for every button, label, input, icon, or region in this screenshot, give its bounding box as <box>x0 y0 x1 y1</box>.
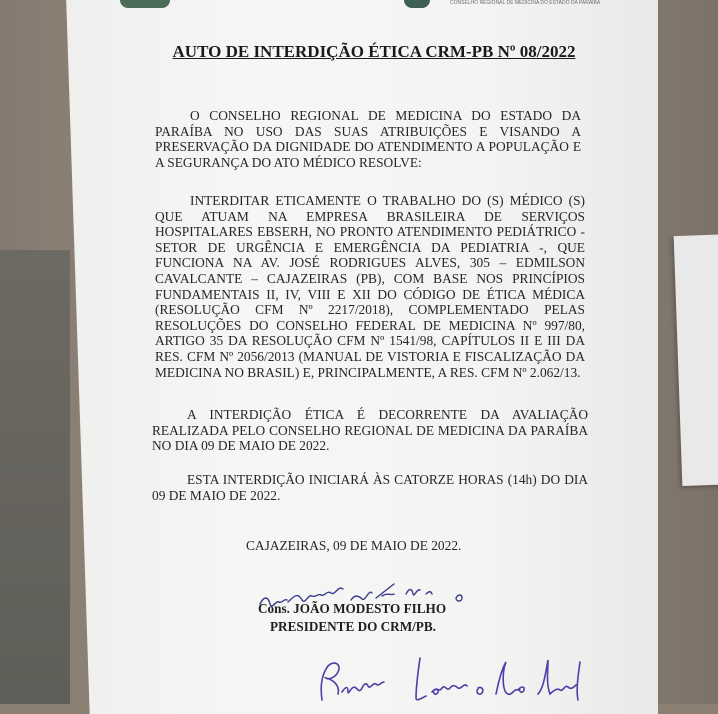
paragraph-start-time: ESTA INTERDIÇÃO INICIARÁ ÀS CATORZE HORAS (14h) DO DIA 09 DE MAIO DE 2022. <box>152 472 588 503</box>
document-title: AUTO DE INTERDIÇÃO ÉTICA CRM-PB Nº 08/2022 <box>172 42 576 61</box>
paragraph-evaluation: A INTERDIÇÃO ÉTICA É DECORRENTE DA AVALIAÇÃO REALIZADA PELO CONSELHO REGIONAL DE MEDICINA DA PARAÍBA NO DIA 09 DE MAIO DE 2022. <box>152 407 588 454</box>
paragraph-interdict: INTERDITAR ETICAMENTE O TRABALHO DO (S) MÉDICO (S) QUE ATUAM NA EMPRESA BRASILEIRA DE SERVIÇOS HOSPITALARES EBSERH, NO PRONTO ATENDIMENTO PEDIÁTRICO - SETOR DE URGÊNCIA E EMERGÊNCIA DA PEDIATRIA -, QUE FUNCIONA NA AV. JOSÉ RODRIGUES ALVES, 305 – EDMILSON CAVALCANTE – CAJAZEIRAS (PB), COM BASE NOS PRINCÍPIOS FUNDAMENTAIS II, IV, VIII E XII DO CÓDIGO DE ÉTICA MÉDICA (RESOLUÇÃO CFM Nº 2217/2018), COMPLEMENTADO PELAS RESOLUÇÕES DO CONSELHO FEDERAL DE MEDICINA Nº 997/80, ARTIGO 35 DA RESOLUÇÃO CFM Nº 1541/98, CAPÍTULOS II E III DA RES. CFM Nº 2056/2013 (MANUAL DE VISTORIA E FISCALIZAÇÃO DA MEDICINA NO BRASIL) E, PRINCIPALMENTE, A RES. CFM Nº 2.062/13. <box>155 193 585 380</box>
handwritten-signature-second <box>310 648 600 704</box>
header-org-name: CONSELHO REGIONAL DE MEDICINA DO ESTADO DA PARAÍBA <box>450 0 601 6</box>
adjacent-paper-sheet <box>674 234 718 486</box>
place-date: CAJAZEIRAS, 09 DE MAIO DE 2022. <box>246 538 462 553</box>
signer-name: Cons. JOÃO MODESTO FILHO <box>258 601 447 616</box>
crm-logo-icon <box>404 0 430 8</box>
table-edge <box>0 250 70 704</box>
signer-title: PRESIDENTE DO CRM/PB. <box>270 619 436 634</box>
paragraph-resolve: O CONSELHO REGIONAL DE MEDICINA DO ESTADO DA PARAÍBA NO USO DAS SUAS ATRIBUIÇÕES E VISANDO A PRESERVAÇÃO DA DIGNIDADE DO ATENDIMENTO A POPULAÇÃO E A SEGURANÇA DO ATO MÉDICO RESOLVE: <box>155 108 581 170</box>
state-seal-icon <box>120 0 170 8</box>
